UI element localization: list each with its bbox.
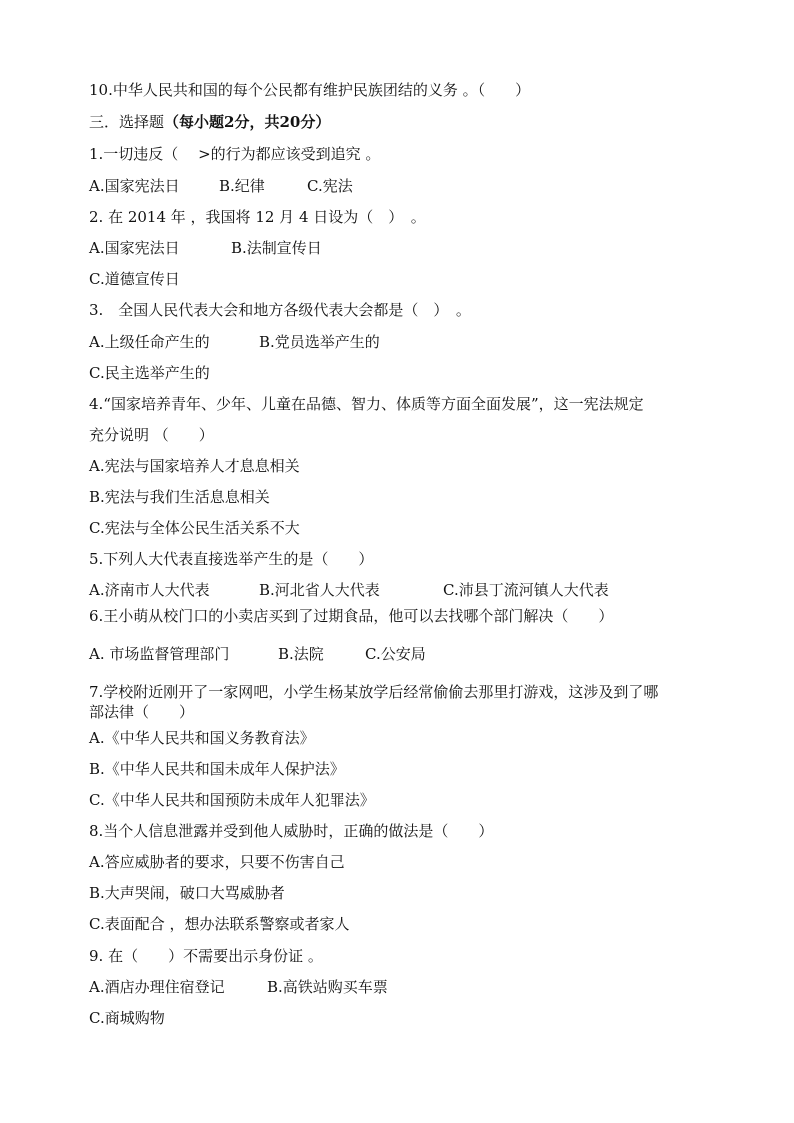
question-3-stem: 3. 全国人民代表大会和地方各级代表大会都是（ ） 。 xyxy=(89,301,471,319)
option: B.法制宣传日 xyxy=(231,239,322,257)
question-7-stem: 7.学校附近刚开了一家网吧，小学生杨某放学后经常偷偷去那里打游戏，这涉及到了哪 xyxy=(89,683,659,701)
option: B.党员选举产生的 xyxy=(259,333,380,351)
option: A.济南市人大代表 xyxy=(89,581,210,599)
option: A.国家宪法日 xyxy=(89,239,180,257)
question-9-option-c: C.商城购物 xyxy=(89,1009,165,1027)
question-2-options xyxy=(89,238,322,258)
question-7-option-c: C.《中华人民共和国预防未成年人犯罪法》 xyxy=(89,791,375,809)
option: B.河北省人大代表 xyxy=(259,581,380,599)
question-2-option-c: C.道德宣传日 xyxy=(89,270,180,288)
question-8-option-b: B.大声哭闹，破口大骂威胁者 xyxy=(89,884,285,902)
question-8-stem: 8.当个人信息泄露并受到他人威胁时，正确的做法是（ ） xyxy=(89,822,494,840)
question-4-stem: 4.“国家培养青年、少年、儿童在品德、智力、体质等方面全面发展”，这一宪法规定 xyxy=(89,395,644,413)
option: A. 市场监督管理部门 xyxy=(89,645,230,663)
option: C.宪法 xyxy=(307,177,353,195)
question-2-stem: 2. 在 2014 年 ，我国将 12 月 4 日设为（ ） 。 xyxy=(89,208,426,226)
question-6-options xyxy=(89,644,426,664)
question-3-options xyxy=(89,332,380,352)
option: A.酒店办理住宿登记 xyxy=(89,978,225,996)
question-6-stem: 6.王小萌从校门口的小卖店买到了过期食品，他可以去找哪个部门解决（ ） xyxy=(89,607,614,625)
question-1-stem: 1.一切违反（ >的行为都应该受到追究 。 xyxy=(89,145,381,163)
question-5-stem: 5.下列人大代表直接选举产生的是（ ） xyxy=(89,550,374,568)
option: C.公安局 xyxy=(365,645,426,663)
option: B.高铁站购买车票 xyxy=(267,978,388,996)
question-5-options xyxy=(89,580,609,600)
question-4-option-b: B.宪法与我们生活息息相关 xyxy=(89,488,270,506)
question-1-options xyxy=(89,176,353,196)
question-8-option-a: A.答应威胁者的要求，只要不伤害自己 xyxy=(89,853,345,871)
section-score-note: （每小题2分，共20分） xyxy=(164,113,331,131)
section-heading xyxy=(89,112,330,132)
question-9-options xyxy=(89,977,388,997)
option: C.沛县丁流河镇人大代表 xyxy=(443,581,609,599)
section-title: 三．选择题 xyxy=(89,113,165,131)
question-3-option-c: C.民主选举产生的 xyxy=(89,364,210,382)
option: A.国家宪法日 xyxy=(89,177,180,195)
question-4-stem-cont: 充分说明 （ ） xyxy=(89,426,214,444)
question-8-option-c: C.表面配合 ，想办法联系警察或者家人 xyxy=(89,915,350,933)
option: B.法院 xyxy=(278,645,324,663)
true-false-question-10: 10.中华人民共和国的每个公民都有维护民族团结的义务 。（ ） xyxy=(89,81,531,99)
question-7-option-a: A.《中华人民共和国义务教育法》 xyxy=(89,729,315,747)
question-7-option-b: B.《中华人民共和国未成年人保护法》 xyxy=(89,760,345,778)
question-4-option-c: C.宪法与全体公民生活关系不大 xyxy=(89,519,300,537)
option: A.上级任命产生的 xyxy=(89,333,210,351)
option: B.纪律 xyxy=(219,177,265,195)
question-7-stem-cont: 部法律（ ） xyxy=(89,703,195,721)
question-9-stem: 9. 在（ ）不需要出示身份证 。 xyxy=(89,947,323,965)
question-4-option-a: A.宪法与国家培养人才息息相关 xyxy=(89,457,300,475)
